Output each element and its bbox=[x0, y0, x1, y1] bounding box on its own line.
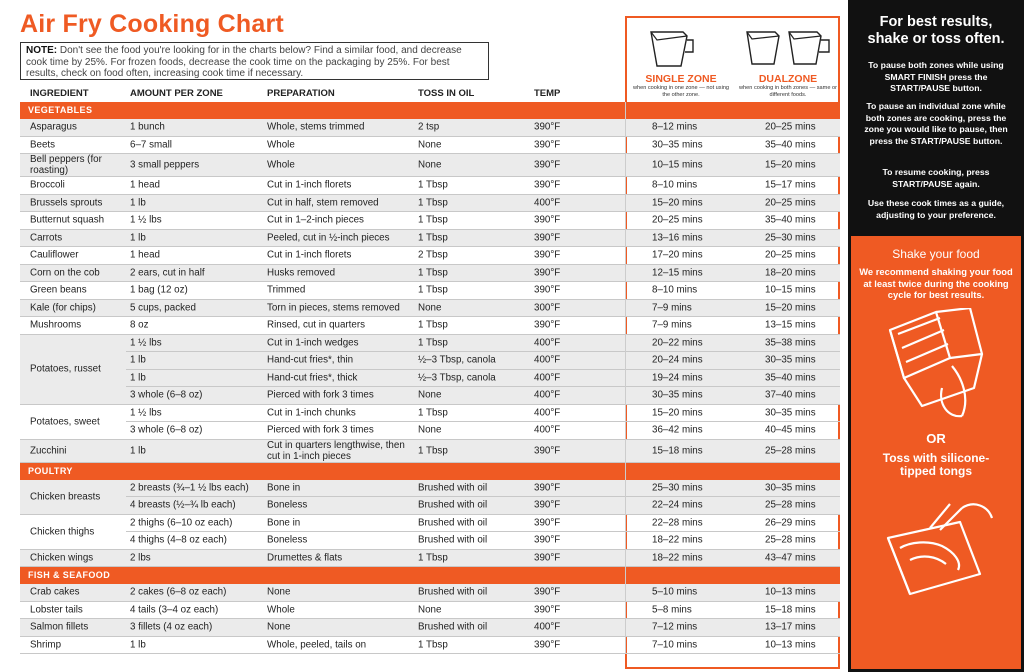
cell-dual: 10–13 mins bbox=[765, 639, 816, 651]
cell-oil: None bbox=[418, 604, 442, 616]
cell-amount: 1 lb bbox=[130, 354, 146, 366]
cell-single: 15–18 mins bbox=[652, 445, 703, 456]
cell-oil: None bbox=[418, 139, 442, 151]
table-row bbox=[20, 440, 840, 463]
tip-smart-finish: To pause both zones while using SMART FINISH press the START/PAUSE button. bbox=[868, 60, 1004, 93]
cell-prep: Cut in 1-inch florets bbox=[267, 179, 352, 191]
cell-temp: 390°F bbox=[534, 445, 561, 456]
cell-oil: 1 Tbsp bbox=[418, 197, 448, 209]
cell-prep: Whole bbox=[267, 604, 295, 616]
cell-amount: 2 cakes (6–8 oz each) bbox=[130, 586, 227, 598]
table-row bbox=[20, 480, 840, 498]
cell-temp: 390°F bbox=[534, 284, 561, 296]
table-row bbox=[20, 405, 840, 423]
cell-ingredient: Beets bbox=[30, 139, 56, 151]
cell-single: 25–30 mins bbox=[652, 482, 703, 494]
cell-amount: 1 lb bbox=[130, 639, 146, 651]
col-toss-oil: TOSS IN OIL bbox=[418, 88, 475, 99]
cell-prep: Boneless bbox=[267, 534, 308, 546]
cell-oil: None bbox=[418, 159, 442, 171]
tip-resume: To resume cooking, press START/PAUSE again. bbox=[882, 167, 990, 189]
col-temp: TEMP bbox=[534, 88, 561, 99]
cell-dual: 30–35 mins bbox=[765, 354, 816, 366]
table-row bbox=[20, 247, 840, 265]
cell-amount: 1 lb bbox=[130, 445, 146, 456]
section-header: FISH & SEAFOOD bbox=[20, 567, 840, 584]
cell-dual: 20–25 mins bbox=[765, 121, 816, 133]
cell-ingredient: Green beans bbox=[30, 284, 87, 296]
section-header: POULTRY bbox=[20, 463, 840, 480]
cell-dual: 15–18 mins bbox=[765, 604, 816, 616]
cell-amount: 3 whole (6–8 oz) bbox=[130, 389, 203, 401]
dual-zone-label: DUALZONE bbox=[758, 73, 818, 85]
cell-single: 22–28 mins bbox=[652, 517, 703, 529]
cell-prep: Pierced with fork 3 times bbox=[267, 424, 374, 436]
cell-oil: Brushed with oil bbox=[418, 482, 488, 494]
cell-dual: 20–25 mins bbox=[765, 249, 816, 261]
cell-ingredient: Lobster tails bbox=[30, 604, 83, 616]
table-row bbox=[20, 177, 840, 195]
cell-oil: 1 Tbsp bbox=[418, 407, 448, 419]
cell-temp: 390°F bbox=[534, 179, 561, 191]
cell-prep: Drumettes & flats bbox=[267, 552, 343, 564]
col-ingredient: INGREDIENT bbox=[30, 88, 89, 99]
zone-column-divider bbox=[625, 102, 626, 654]
table-row bbox=[20, 422, 840, 440]
dual-zone-basket-icon bbox=[743, 26, 837, 68]
cell-single: 20–22 mins bbox=[652, 337, 703, 349]
cell-ingredient: Potatoes, sweet bbox=[30, 416, 100, 427]
cell-dual: 43–47 mins bbox=[765, 552, 816, 564]
cell-prep: Husks removed bbox=[267, 267, 336, 279]
cell-temp: 390°F bbox=[534, 552, 561, 564]
cell-single: 7–9 mins bbox=[652, 302, 692, 314]
cell-ingredient: Brussels sprouts bbox=[30, 197, 103, 209]
cell-dual: 35–40 mins bbox=[765, 214, 816, 226]
cell-dual: 30–35 mins bbox=[765, 482, 816, 494]
tips-heading: For best results, shake or toss often. bbox=[867, 14, 1005, 47]
tip-guide: Use these cook times as a guide, adjusting to your preference. bbox=[867, 198, 1005, 220]
cell-prep: Rinsed, cut in quarters bbox=[267, 319, 366, 331]
table-row bbox=[20, 387, 840, 405]
cell-amount: 2 thighs (6–10 oz each) bbox=[130, 517, 233, 529]
cell-dual: 15–20 mins bbox=[765, 302, 816, 314]
cell-single: 17–20 mins bbox=[652, 249, 703, 261]
cell-single: 18–22 mins bbox=[652, 552, 703, 564]
cell-ingredient: Bell peppers (for roasting) bbox=[30, 154, 102, 176]
cell-single: 12–15 mins bbox=[652, 267, 703, 279]
cell-temp: 400°F bbox=[534, 197, 561, 209]
table-row bbox=[20, 317, 840, 335]
cell-dual: 15–17 mins bbox=[765, 179, 816, 191]
cell-oil: 1 Tbsp bbox=[418, 337, 448, 349]
cell-oil: ½–3 Tbsp, canola bbox=[418, 372, 496, 384]
section-header: VEGETABLES bbox=[20, 102, 840, 119]
cell-prep: Cut in 1-inch wedges bbox=[267, 337, 359, 349]
or-label: OR bbox=[926, 431, 946, 446]
cell-prep: None bbox=[267, 586, 291, 598]
cell-prep: None bbox=[267, 621, 291, 633]
cell-oil: 1 Tbsp bbox=[418, 552, 448, 564]
cell-temp: 390°F bbox=[534, 482, 561, 494]
cell-ingredient: Asparagus bbox=[30, 121, 77, 133]
cell-single: 18–22 mins bbox=[652, 534, 703, 546]
cell-amount: 1 ½ lbs bbox=[130, 214, 162, 226]
merged-ingredient-cell bbox=[20, 515, 126, 549]
cell-dual: 15–20 mins bbox=[765, 159, 816, 171]
cell-oil: 1 Tbsp bbox=[418, 179, 448, 191]
cell-amount: 3 whole (6–8 oz) bbox=[130, 424, 203, 436]
cell-single: 5–10 mins bbox=[652, 586, 698, 598]
cell-prep: Bone in bbox=[267, 482, 301, 494]
cell-oil: ½–3 Tbsp, canola bbox=[418, 354, 496, 366]
cell-dual: 25–28 mins bbox=[765, 499, 816, 511]
cell-amount: 4 thighs (4–8 oz each) bbox=[130, 534, 227, 546]
table-row bbox=[20, 154, 840, 177]
table-row bbox=[20, 370, 840, 388]
shake-heading: Shake your food bbox=[892, 247, 980, 261]
cell-oil: 1 Tbsp bbox=[418, 232, 448, 244]
cell-oil: Brushed with oil bbox=[418, 499, 488, 511]
cell-single: 7–12 mins bbox=[652, 621, 698, 633]
cell-ingredient: Zucchini bbox=[30, 445, 67, 456]
cell-single: 30–35 mins bbox=[652, 139, 703, 151]
cell-ingredient: Cauliflower bbox=[30, 249, 79, 261]
cell-ingredient: Chicken wings bbox=[30, 552, 94, 564]
cell-prep: Hand-cut fries*, thin bbox=[267, 354, 354, 366]
cell-dual: 10–13 mins bbox=[765, 586, 816, 598]
cell-oil: None bbox=[418, 302, 442, 314]
table-row bbox=[20, 300, 840, 318]
single-zone-label: SINGLE ZONE bbox=[645, 73, 717, 85]
cell-single: 22–24 mins bbox=[652, 499, 703, 511]
table-row bbox=[20, 335, 840, 353]
cell-oil: 1 Tbsp bbox=[418, 214, 448, 226]
cell-amount: 1 bag (12 oz) bbox=[130, 284, 188, 296]
table-row bbox=[20, 619, 840, 637]
cell-oil: 2 Tbsp bbox=[418, 249, 448, 261]
cell-temp: 390°F bbox=[534, 604, 561, 616]
cell-amount: 4 tails (3–4 oz each) bbox=[130, 604, 219, 616]
cell-prep: Hand-cut fries*, thick bbox=[267, 372, 358, 384]
cell-single: 10–15 mins bbox=[652, 159, 703, 171]
cell-oil: 1 Tbsp bbox=[418, 284, 448, 296]
cell-single: 8–10 mins bbox=[652, 179, 698, 191]
cell-dual: 35–40 mins bbox=[765, 139, 816, 151]
cell-oil: 1 Tbsp bbox=[418, 445, 448, 456]
cell-dual: 40–45 mins bbox=[765, 424, 816, 436]
note-label: NOTE: bbox=[26, 45, 58, 56]
cell-amount: 3 fillets (4 oz each) bbox=[130, 621, 213, 633]
table-row bbox=[20, 137, 840, 155]
shake-basket-illustration bbox=[870, 308, 1010, 426]
cell-dual: 25–30 mins bbox=[765, 232, 816, 244]
cell-single: 7–10 mins bbox=[652, 639, 698, 651]
cell-amount: 1 bunch bbox=[130, 121, 165, 133]
cell-ingredient: Crab cakes bbox=[30, 586, 80, 598]
cell-amount: 1 head bbox=[130, 249, 160, 261]
cell-ingredient: Chicken breasts bbox=[30, 491, 101, 502]
cell-single: 7–9 mins bbox=[652, 319, 692, 331]
cell-single: 8–12 mins bbox=[652, 121, 698, 133]
cell-amount: 1 ½ lbs bbox=[130, 337, 162, 349]
cell-temp: 400°F bbox=[534, 424, 561, 436]
cell-temp: 390°F bbox=[534, 159, 561, 171]
cell-temp: 390°F bbox=[534, 249, 561, 261]
cell-ingredient: Shrimp bbox=[30, 639, 62, 651]
cell-amount: 1 lb bbox=[130, 372, 146, 384]
dual-zone-desc: when cooking in both zones — same or different foods. bbox=[739, 85, 837, 98]
cell-single: 19–24 mins bbox=[652, 372, 703, 384]
cell-ingredient: Chicken thighs bbox=[30, 526, 95, 537]
cell-prep: Torn in pieces, stems removed bbox=[267, 302, 400, 314]
cell-amount: 2 lbs bbox=[130, 552, 151, 564]
cell-temp: 390°F bbox=[534, 534, 561, 546]
cell-oil: 1 Tbsp bbox=[418, 319, 448, 331]
cell-amount: 1 ½ lbs bbox=[130, 407, 162, 419]
cell-single: 36–42 mins bbox=[652, 424, 703, 436]
table-header bbox=[20, 84, 840, 102]
cell-temp: 390°F bbox=[534, 319, 561, 331]
cell-prep: Cut in 1-inch chunks bbox=[267, 407, 356, 419]
cell-oil: Brushed with oil bbox=[418, 621, 488, 633]
cell-temp: 390°F bbox=[534, 139, 561, 151]
cell-oil: Brushed with oil bbox=[418, 534, 488, 546]
cell-dual: 13–15 mins bbox=[765, 319, 816, 331]
cell-dual: 35–40 mins bbox=[765, 372, 816, 384]
cell-oil: 1 Tbsp bbox=[418, 639, 448, 651]
cell-single: 15–20 mins bbox=[652, 197, 703, 209]
cell-oil: Brushed with oil bbox=[418, 586, 488, 598]
cell-temp: 390°F bbox=[534, 586, 561, 598]
cell-single: 20–24 mins bbox=[652, 354, 703, 366]
cell-prep: Bone in bbox=[267, 517, 301, 529]
table-row bbox=[20, 352, 840, 370]
cell-single: 8–10 mins bbox=[652, 284, 698, 296]
merged-ingredient-cell bbox=[20, 480, 126, 514]
cell-temp: 400°F bbox=[534, 372, 561, 384]
single-zone-basket-icon bbox=[647, 26, 697, 68]
cell-ingredient: Corn on the cob bbox=[30, 267, 100, 279]
cell-single: 20–25 mins bbox=[652, 214, 703, 226]
table-row bbox=[20, 119, 840, 137]
cell-ingredient: Kale (for chips) bbox=[30, 302, 96, 314]
cell-prep: Trimmed bbox=[267, 284, 306, 296]
cell-single: 5–8 mins bbox=[652, 604, 692, 616]
cell-oil: None bbox=[418, 389, 442, 401]
cell-prep: Pierced with fork 3 times bbox=[267, 389, 374, 401]
cell-amount: 3 small peppers bbox=[130, 159, 200, 171]
table-row bbox=[20, 550, 840, 568]
cell-prep: Peeled, cut in ½-inch pieces bbox=[267, 232, 390, 244]
table-row bbox=[20, 195, 840, 213]
cell-dual: 13–17 mins bbox=[765, 621, 816, 633]
cell-temp: 390°F bbox=[534, 267, 561, 279]
col-preparation: PREPARATION bbox=[267, 88, 335, 99]
cell-prep: Boneless bbox=[267, 499, 308, 511]
cell-ingredient: Butternut squash bbox=[30, 214, 105, 226]
cell-temp: 390°F bbox=[534, 499, 561, 511]
merged-ingredient-cell bbox=[20, 405, 126, 439]
cell-amount: 5 cups, packed bbox=[130, 302, 196, 314]
note-box bbox=[20, 42, 489, 80]
cell-single: 15–20 mins bbox=[652, 407, 703, 419]
cell-oil: 1 Tbsp bbox=[418, 267, 448, 279]
cell-ingredient: Broccoli bbox=[30, 179, 65, 191]
cell-temp: 390°F bbox=[534, 639, 561, 651]
note-text: Don't see the food you're looking for in the charts below? Find a similar food, and decrease cook time by 25%. For frozen foods, decrease the cook time on the packaging by 25%. For best results, check on food often, increasing cook time if necessary. bbox=[26, 45, 462, 79]
cell-ingredient: Carrots bbox=[30, 232, 63, 244]
cell-prep: Whole, peeled, tails on bbox=[267, 639, 367, 651]
cell-oil: Brushed with oil bbox=[418, 517, 488, 529]
toss-text: Toss with silicone-tipped tongs bbox=[882, 451, 990, 478]
table-row bbox=[20, 282, 840, 300]
cell-amount: 1 head bbox=[130, 179, 160, 191]
cell-dual: 30–35 mins bbox=[765, 407, 816, 419]
cell-dual: 20–25 mins bbox=[765, 197, 816, 209]
cell-prep: Whole bbox=[267, 139, 295, 151]
cell-temp: 390°F bbox=[534, 517, 561, 529]
cell-amount: 4 breasts (½–¾ lb each) bbox=[130, 499, 236, 511]
page-title: Air Fry Cooking Chart bbox=[20, 10, 284, 38]
cell-temp: 400°F bbox=[534, 337, 561, 349]
table-row bbox=[20, 602, 840, 620]
cell-temp: 390°F bbox=[534, 232, 561, 244]
cell-temp: 400°F bbox=[534, 407, 561, 419]
cell-single: 13–16 mins bbox=[652, 232, 703, 244]
cell-dual: 25–28 mins bbox=[765, 445, 816, 456]
cell-dual: 18–20 mins bbox=[765, 267, 816, 279]
cell-ingredient: Potatoes, russet bbox=[30, 363, 101, 375]
table-row bbox=[20, 265, 840, 283]
shake-text: We recommend shaking your food at least twice during the cooking cycle for best results. bbox=[859, 266, 1013, 300]
cell-amount: 2 breasts (¾–1 ½ lbs each) bbox=[130, 482, 249, 494]
cell-single: 30–35 mins bbox=[652, 389, 703, 401]
cell-temp: 300°F bbox=[534, 302, 561, 314]
cell-prep: Whole bbox=[267, 159, 295, 171]
cell-prep: Cut in 1-inch florets bbox=[267, 249, 352, 261]
table-row bbox=[20, 497, 840, 515]
cell-prep: Cut in half, stem removed bbox=[267, 197, 379, 209]
single-zone-desc: when cooking in one zone — not using the other zone. bbox=[632, 85, 730, 98]
cell-amount: 8 oz bbox=[130, 319, 149, 331]
cell-prep: Cut in quarters lengthwise, then cut in 1-inch pieces bbox=[267, 439, 405, 462]
table-row bbox=[20, 637, 840, 655]
cell-temp: 390°F bbox=[534, 121, 561, 133]
cell-prep: Whole, stems trimmed bbox=[267, 121, 365, 133]
cell-amount: 2 ears, cut in half bbox=[130, 267, 205, 279]
cell-temp: 390°F bbox=[534, 214, 561, 226]
col-amount: AMOUNT PER ZONE bbox=[130, 88, 223, 99]
cell-dual: 35–38 mins bbox=[765, 337, 816, 349]
cell-amount: 6–7 small bbox=[130, 139, 172, 151]
cell-temp: 400°F bbox=[534, 354, 561, 366]
cell-temp: 400°F bbox=[534, 621, 561, 633]
table-row bbox=[20, 212, 840, 230]
merged-ingredient-cell bbox=[20, 335, 126, 404]
cell-dual: 37–40 mins bbox=[765, 389, 816, 401]
cell-ingredient: Salmon fillets bbox=[30, 621, 89, 633]
cell-amount: 1 lb bbox=[130, 232, 146, 244]
cell-amount: 1 lb bbox=[130, 197, 146, 209]
cell-dual: 26–29 mins bbox=[765, 517, 816, 529]
cell-prep: Cut in 1–2-inch pieces bbox=[267, 214, 364, 226]
cell-oil: None bbox=[418, 424, 442, 436]
table-row bbox=[20, 515, 840, 533]
cell-ingredient: Mushrooms bbox=[30, 319, 82, 331]
cell-oil: 2 tsp bbox=[418, 121, 440, 133]
table-row bbox=[20, 230, 840, 248]
table-row bbox=[20, 584, 840, 602]
cell-dual: 25–28 mins bbox=[765, 534, 816, 546]
table-row bbox=[20, 532, 840, 550]
cell-dual: 10–15 mins bbox=[765, 284, 816, 296]
cell-temp: 400°F bbox=[534, 389, 561, 401]
tip-pause-zone: To pause an individual zone while both zones are cooking, press the zone you would like to pause, then press the START/PAUSE button. bbox=[864, 101, 1008, 146]
tongs-illustration bbox=[870, 498, 1010, 608]
